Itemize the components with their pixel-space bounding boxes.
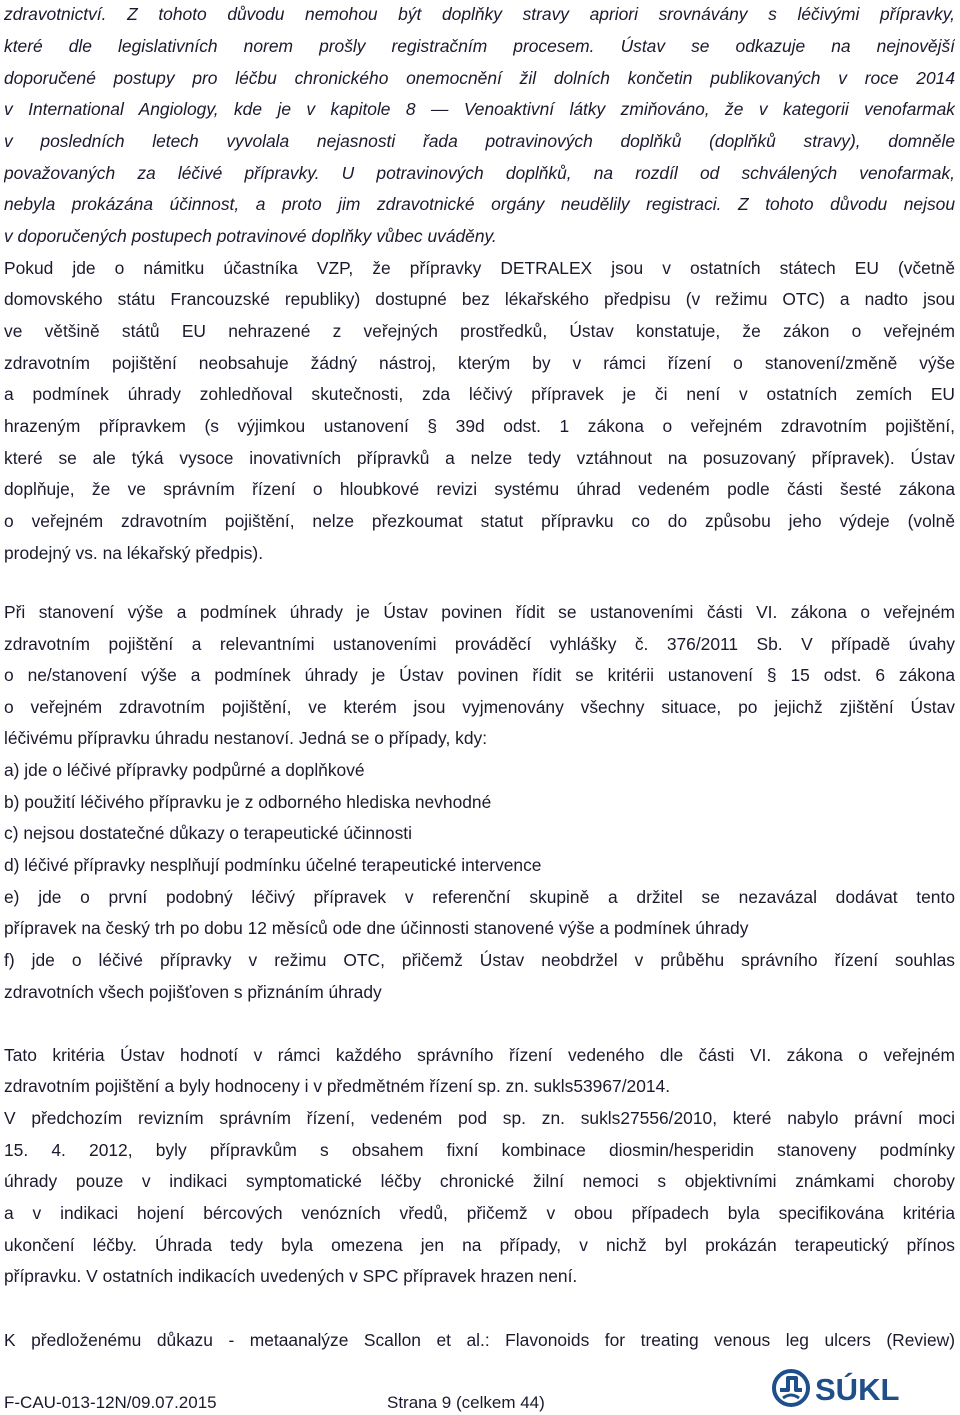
list-item: f) jde o léčivé přípravky v režimu OTC, přičemž Ústav neobdržel v průběhu správního řízení souhlas xyxy=(4,950,955,970)
text-line: považovaných za léčivé přípravky. U potravinových doplňků, na rozdíl od schválených venofarmak, xyxy=(4,163,955,183)
sukl-logo xyxy=(771,1364,915,1412)
text-line: Tato kritéria Ústav hodnotí v rámci každého správního řízení vedeného dle části VI. zákona o veřejném xyxy=(4,1045,955,1065)
logo-text: SÚKL xyxy=(815,1372,900,1407)
text-line: o veřejném zdravotním pojištění, nelze přezkoumat statut přípravku co do způsobu jeho výdeje (volně xyxy=(4,511,955,531)
text-line: úhrady pouze v indikaci symptomatické léčby chronické žilní nemoci s objektivními známkami choroby xyxy=(4,1171,955,1191)
text-line: a v indikaci hojení bércových venózních vředů, přičemž v obou případech byla specifikována kritéria xyxy=(4,1203,955,1223)
text-line: doplňuje, že ve správním řízení o hloubkové revizi systému úhrad vedeném podle části šesté zákona xyxy=(4,479,955,499)
list-item-continuation: přípravek na český trh po dobu 12 měsíců ode dne účinnosti stanovené výše a podmínek úhrady xyxy=(4,918,749,938)
text-line: o ne/stanovení výše a podmínek úhrady je Ústav povinen řídit se kritérii ustanovení § 15 odst. 6 zákona xyxy=(4,665,955,685)
list-item: c) nejsou dostatečné důkazy o terapeutické účinnosti xyxy=(4,823,412,843)
list-item-continuation: zdravotních všech pojišťoven s přiznáním úhrady xyxy=(4,982,382,1002)
text-line: ve většině států EU nehrazené z veřejných prostředků, Ústav konstatuje, že zákon o veřejném xyxy=(4,321,955,341)
text-line: zdravotním pojištění a relevantními ustanoveními prováděcí vyhlášky č. 376/2011 Sb. V případě úvahy xyxy=(4,634,955,654)
text-line: Při stanovení výše a podmínek úhrady je Ústav povinen řídit se ustanoveními části VI. zákona o veřejném xyxy=(4,602,955,622)
list-item: e) jde o první podobný léčivý přípravek v referenční skupině a držitel se nezavázal dodávat tento xyxy=(4,887,955,907)
text-line: které se ale týká vysoce inovativních přípravků a nelze tedy vztáhnout na posuzovaný přípravek). Ústav xyxy=(4,448,955,468)
text-line: 15. 4. 2012, byly přípravkům s obsahem fixní kombinace diosmin/hesperidin stanoveny podmínky xyxy=(4,1140,955,1160)
text-line: V předchozím revizním správním řízení, vedeném pod sp. zn. sukls27556/2010, které nabylo právní moci xyxy=(4,1108,955,1128)
text-line: Pokud jde o námitku účastníka VZP, že přípravky DETRALEX jsou v ostatních státech EU (včetně xyxy=(4,258,955,278)
text-line: v doporučených postupech potravinové doplňky vůbec uváděny. xyxy=(4,226,497,246)
text-line: léčivému přípravku úhradu nestanoví. Jedná se o případy, kdy: xyxy=(4,728,488,748)
text-line: K předloženému důkazu - metaanalýze Scallon et al.: Flavonoids for treating venous leg ulcers (Review) xyxy=(4,1330,955,1350)
document-code: F-CAU-013-12N/09.07.2015 xyxy=(4,1393,217,1412)
list-item: d) léčivé přípravky nesplňují podmínku účelné terapeutické intervence xyxy=(4,855,542,875)
text-line: v posledních letech vyvolala nejasnosti řada potravinových doplňků (doplňků stravy), domněle xyxy=(4,131,955,151)
text-line: zdravotnictví. Z tohoto důvodu nemohou být doplňky stravy apriori srovnávány s léčivými přípravky, xyxy=(4,4,955,24)
text-line: v International Angiology, kde je v kapitole 8 — Venoaktivní látky zmiňováno, že v kategorii venofarmak xyxy=(4,99,955,119)
list-item: a) jde o léčivé přípravky podpůrné a doplňkové xyxy=(4,760,365,780)
text-line: o veřejném zdravotním pojištění, ve kterém jsou vyjmenovány všechny situace, po jejichž zjištění Ústav xyxy=(4,697,955,717)
text-line: zdravotním pojištění a byly hodnoceny i v předmětném řízení sp. zn. sukls53967/2014. xyxy=(4,1076,671,1096)
text-line: domovského státu Francouzské republiky) dostupné bez lékařského předpisu (v režimu OTC) a nadto jsou xyxy=(4,289,955,309)
text-line: nebyla prokázána účinnost, a proto jim zdravotnické orgány neudělily registraci. Z tohoto důvodu nejsou xyxy=(4,194,955,214)
text-line: přípravku. V ostatních indikacích uvedených v SPC přípravek hrazen není. xyxy=(4,1266,578,1286)
list-item: b) použití léčivého přípravku je z odborného hlediska nevhodné xyxy=(4,792,492,812)
text-line: ukončení léčby. Úhrada tedy byla omezena jen na případy, v nichž byl prokázán terapeutický přínos xyxy=(4,1235,955,1255)
text-line: prodejný vs. na lékařský předpis). xyxy=(4,543,264,563)
text-line: zdravotním pojištění neobsahuje žádný nástroj, kterým by v rámci řízení o stanovení/změně výše xyxy=(4,353,955,373)
text-line: které dle legislativních norem prošly registračním procesem. Ústav se odkazuje na nejnovější xyxy=(4,36,955,56)
text-line: doporučené postupy pro léčbu chronického onemocnění žil dolních končetin publikovaných v roce 2014 xyxy=(4,68,955,88)
page-number: Strana 9 (celkem 44) xyxy=(387,1393,545,1412)
text-line: hrazeným přípravkem (s výjimkou ustanovení § 39d odst. 1 zákona o veřejném zdravotním pojištění, xyxy=(4,416,955,436)
text-line: a podmínek úhrady zohledňoval skutečnosti, zda léčivý přípravek je či není v ostatních zemích EU xyxy=(4,384,955,404)
